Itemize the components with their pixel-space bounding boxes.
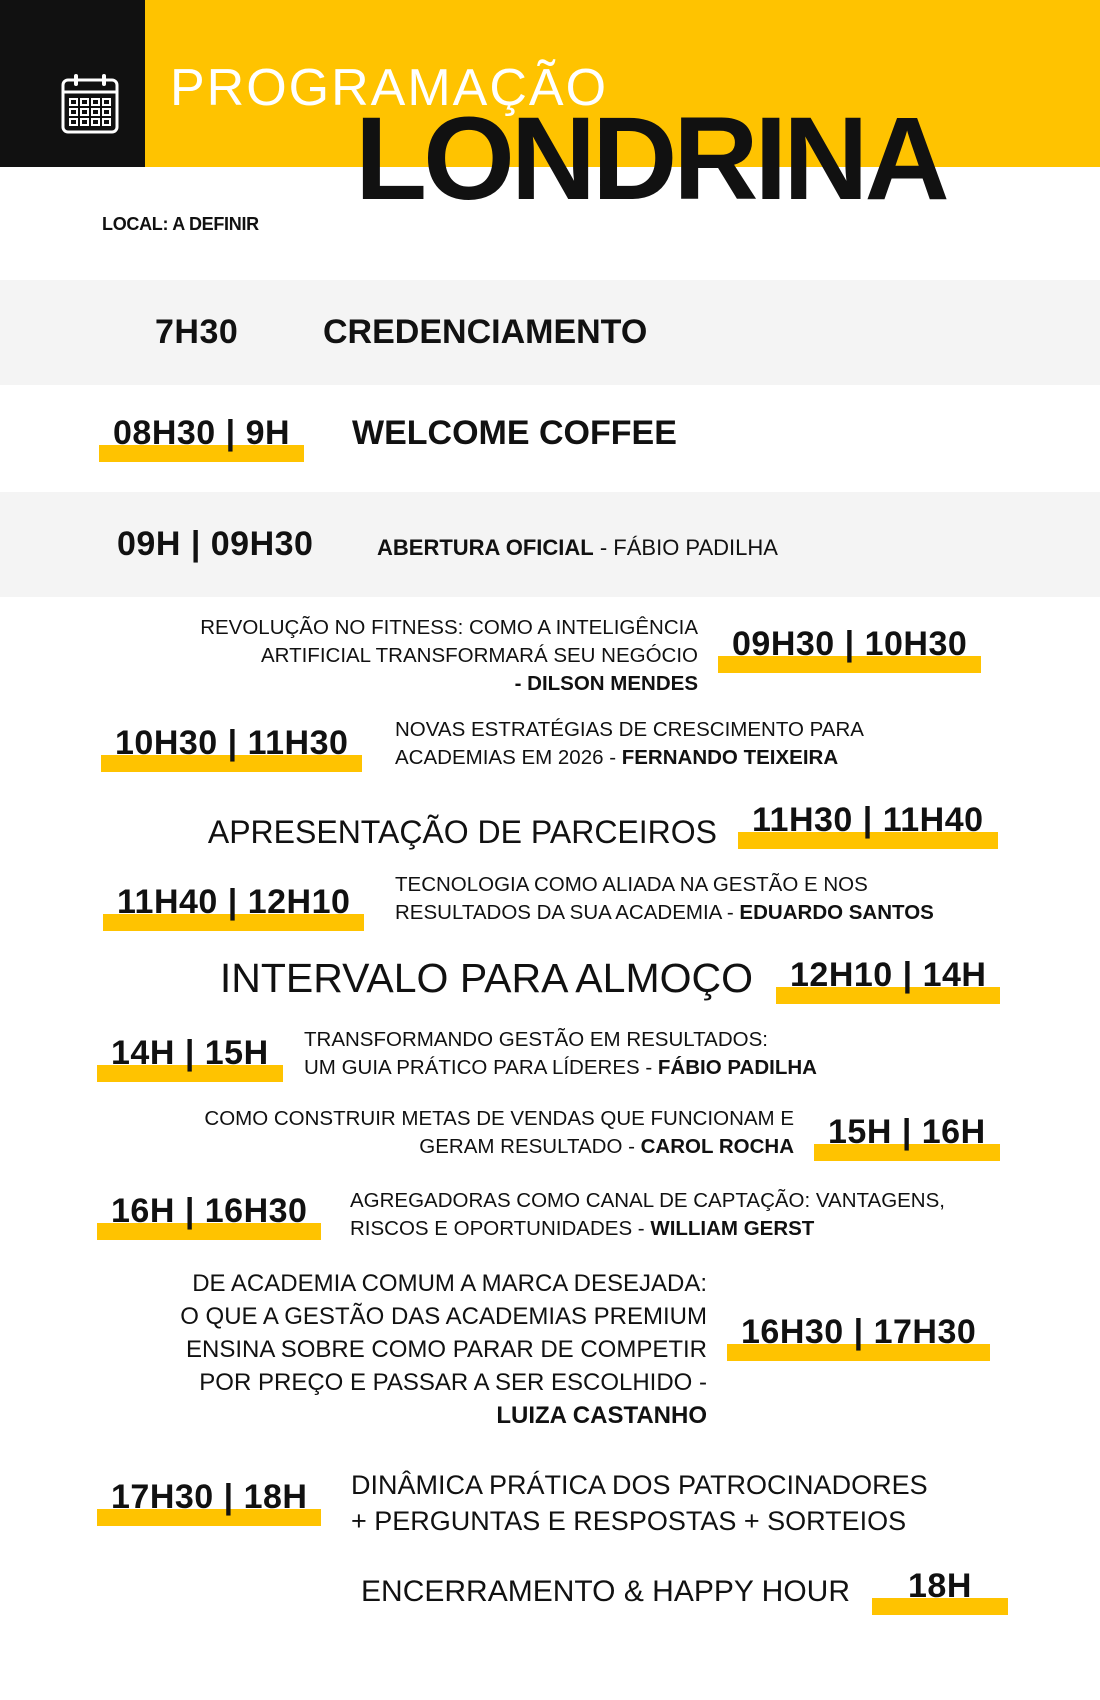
title-programacao: PROGRAMAÇÃO xyxy=(170,59,609,117)
schedule-description: DE ACADEMIA COMUM A MARCA DESEJADA: O QUE A GESTÃO DAS ACADEMIAS PREMIUM ENSINA SOBRE COMO PARAR DE COMPETIR POR PREÇO E PASSAR A SER ESCOLHIDO - LUIZA CASTANHO xyxy=(180,1270,707,1429)
speaker-name: FÁBIO PADILHA xyxy=(613,535,778,560)
speaker-name: WILLIAM GERST xyxy=(650,1217,815,1240)
schedule-time: 16H30 | 17H30 xyxy=(741,1315,976,1349)
schedule-time: 11H40 | 12H10 xyxy=(117,885,350,919)
schedule-description: NOVAS ESTRATÉGIAS DE CRESCIMENTO PARA ACADEMIAS EM 2026 - FERNANDO TEIXEIRA xyxy=(395,718,864,769)
schedule-time: 15H | 16H xyxy=(828,1115,986,1149)
schedule-time: 11H30 | 11H40 xyxy=(752,803,984,837)
schedule-time: 18H xyxy=(908,1569,972,1603)
calendar-icon xyxy=(60,72,120,138)
speaker-name: - DILSON MENDES xyxy=(514,672,698,695)
speaker-name: EDUARDO SANTOS xyxy=(739,901,934,924)
schedule-time: 16H | 16H30 xyxy=(111,1194,307,1228)
schedule-description: TRANSFORMANDO GESTÃO EM RESULTADOS: UM GUIA PRÁTICO PARA LÍDERES - FÁBIO PADILHA xyxy=(304,1028,817,1079)
speaker-name: FÁBIO PADILHA xyxy=(657,1056,817,1079)
schedule-time: 7H30 xyxy=(155,315,238,349)
schedule-title: ENCERRAMENTO & HAPPY HOUR xyxy=(361,1575,850,1608)
schedule-time: 14H | 15H xyxy=(111,1036,269,1070)
schedule-title: ABERTURA OFICIAL - FÁBIO PADILHA xyxy=(377,535,778,560)
schedule-time: 17H30 | 18H xyxy=(111,1480,307,1514)
title-city: LONDRINA xyxy=(355,93,946,225)
schedule-title: INTERVALO PARA ALMOÇO xyxy=(219,955,753,1001)
schedule-time: 09H30 | 10H30 xyxy=(732,627,967,661)
schedule-title: APRESENTAÇÃO DE PARCEIROS xyxy=(207,814,717,850)
speaker-name: LUIZA CASTANHO xyxy=(496,1402,707,1429)
schedule-title: CREDENCIAMENTO xyxy=(323,313,648,351)
schedule-description: AGREGADORAS COMO CANAL DE CAPTAÇÃO: VANTAGENS, RISCOS E OPORTUNIDADES - WILLIAM GERST xyxy=(350,1189,945,1240)
schedule-time: 09H | 09H30 xyxy=(117,527,313,561)
schedule-description: COMO CONSTRUIR METAS DE VENDAS QUE FUNCIONAM E GERAM RESULTADO - CAROL ROCHA xyxy=(204,1107,794,1158)
schedule-description: TECNOLOGIA COMO ALIADA NA GESTÃO E NOS RESULTADOS DA SUA ACADEMIA - EDUARDO SANTOS xyxy=(395,873,934,924)
schedule-time: 08H30 | 9H xyxy=(113,416,290,450)
schedule-description: REVOLUÇÃO NO FITNESS: COMO A INTELIGÊNCIA ARTIFICIAL TRANSFORMARÁ SEU NEGÓCIO - DILSON MENDES xyxy=(200,616,698,695)
schedule-time: 10H30 | 11H30 xyxy=(115,726,348,760)
speaker-name: CAROL ROCHA xyxy=(640,1135,794,1158)
schedule-time: 12H10 | 14H xyxy=(790,958,986,992)
location-label: LOCAL: A DEFINIR xyxy=(102,214,259,234)
speaker-name: FERNANDO TEIXEIRA xyxy=(621,746,839,769)
schedule-description: DINÂMICA PRÁTICA DOS PATROCINADORES + PERGUNTAS E RESPOSTAS + SORTEIOS xyxy=(351,1470,928,1536)
schedule-title: WELCOME COFFEE xyxy=(352,414,677,452)
